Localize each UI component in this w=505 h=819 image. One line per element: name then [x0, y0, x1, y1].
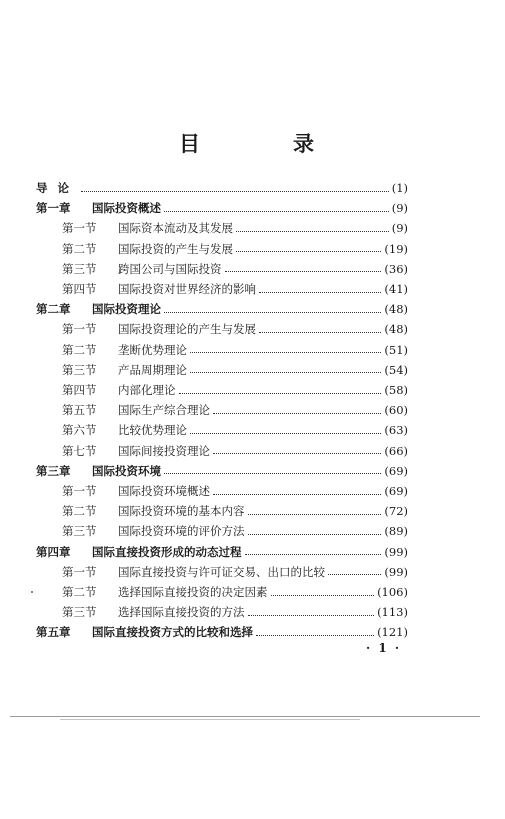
toc-entry-page: (19)	[384, 241, 408, 256]
toc-section-entry	[62, 602, 408, 622]
toc-entry-title: 国际生产综合理论	[118, 403, 210, 418]
toc-entry-number: 第二节	[62, 504, 97, 519]
scan-speck	[31, 591, 33, 593]
toc-entry-number: 第四节	[62, 383, 97, 397]
toc-entry-title: 国际直接投资形成的动态过程	[92, 544, 242, 559]
toc-section-entry	[62, 360, 408, 380]
dot-leader	[190, 352, 381, 353]
toc-entry-page: (113)	[377, 605, 408, 620]
toc-chapter-entry	[36, 178, 408, 198]
toc-entry-title: 跨国公司与国际投资	[118, 261, 222, 276]
toc-chapter-entry	[36, 622, 408, 642]
dot-leader	[213, 494, 381, 495]
toc-entry-number: 第五节	[62, 403, 97, 418]
dot-leader	[236, 251, 381, 252]
toc-entry-number: 第三节	[62, 362, 97, 377]
toc-entry-page: (48)	[384, 302, 408, 317]
toc-entry-number: 第四章	[36, 544, 71, 559]
toc-entry-number: 第一章	[36, 201, 71, 216]
dot-leader	[236, 231, 389, 232]
toc-entry-title: 国际间接投资理论	[118, 443, 210, 458]
toc-entry-page: (36)	[384, 261, 408, 276]
dot-leader	[81, 191, 389, 192]
toc-entry-title: 国际投资理论的产生与发展	[118, 322, 256, 337]
toc-entry-page: (51)	[384, 342, 408, 357]
toc-section-entry	[62, 501, 408, 521]
dot-leader	[164, 473, 381, 474]
toc-entry-page: (69)	[384, 463, 408, 478]
toc-entry-title: 国际投资的产生与发展	[118, 241, 233, 256]
toc-section-entry	[62, 218, 408, 238]
toc-entry-number: 第二章	[36, 302, 71, 317]
toc-entry-page: (60)	[384, 403, 408, 418]
dot-leader	[248, 514, 382, 515]
toc-entry-page: (106)	[377, 585, 408, 599]
toc-entry-title: 内部化理论	[118, 383, 176, 397]
dot-leader	[256, 635, 374, 636]
dot-leader	[190, 372, 381, 373]
toc-chapter-entry	[36, 461, 408, 481]
scan-edge-line	[10, 716, 480, 717]
toc-entry-number: 第三节	[62, 261, 97, 276]
toc-section-entry	[62, 582, 408, 602]
toc-entry-title: 国际投资环境	[92, 463, 161, 478]
toc-entry-page: (58)	[384, 383, 408, 397]
dot-leader	[213, 453, 381, 454]
toc-section-entry	[62, 319, 408, 339]
toc-entry-page: (72)	[384, 504, 408, 519]
toc-entry-title: 选择国际直接投资的方法	[118, 605, 245, 620]
toc-entry-number: 第一节	[62, 484, 97, 498]
toc-entry-page: (1)	[391, 181, 408, 195]
toc-entry-page: (66)	[384, 443, 408, 458]
toc-entry-number: 第七节	[62, 443, 97, 458]
toc-section-entry	[62, 521, 408, 541]
toc-entry-title: 比较优势理论	[118, 423, 187, 438]
dot-leader	[164, 211, 389, 212]
toc-section-entry	[62, 481, 408, 501]
toc-section-entry	[62, 562, 408, 582]
toc-entry-page: (63)	[384, 423, 408, 438]
toc-entry-title: 垄断优势理论	[118, 342, 187, 357]
toc-entry-page: (9)	[391, 201, 408, 216]
toc-entry-page: (54)	[384, 362, 408, 377]
toc-entry-title: 国际投资环境的评价方法	[118, 524, 245, 539]
toc-section-entry	[62, 441, 408, 461]
toc-entry-number: 第一节	[62, 564, 97, 579]
toc-entry-page: (99)	[384, 544, 408, 559]
toc-section-entry	[62, 380, 408, 400]
toc-entry-number: 第二节	[62, 241, 97, 256]
toc-entry-number: 第三章	[36, 463, 71, 478]
page-number: · 1 ·	[366, 641, 402, 655]
toc-entry-title: 国际直接投资方式的比较和选择	[92, 625, 253, 640]
toc-section-entry	[62, 400, 408, 420]
toc-section-entry	[62, 279, 408, 299]
toc-section-entry	[62, 259, 408, 279]
toc-section-entry	[62, 340, 408, 360]
dot-leader	[271, 595, 375, 596]
toc-entry-page: (9)	[391, 221, 408, 236]
toc-entry-title: 国际投资环境概述	[118, 484, 210, 498]
toc-chapter-entry	[36, 542, 408, 562]
toc-entry-number: 第六节	[62, 423, 97, 438]
toc-entry-title: 选择国际直接投资的决定因素	[118, 585, 268, 599]
toc-entry-title: 国际投资概述	[92, 201, 161, 216]
scan-edge-line	[60, 719, 360, 720]
toc-entry-title: 国际投资理论	[92, 302, 161, 317]
toc-entry-number: 第三节	[62, 605, 97, 620]
toc-entry-number: 第一节	[62, 221, 97, 236]
toc-entry-title: 国际直接投资与许可证交易、出口的比较	[118, 564, 325, 579]
toc-entry-number: 导论	[36, 181, 79, 195]
dot-leader	[213, 413, 381, 414]
toc-entry-number: 第五章	[36, 625, 71, 640]
dot-leader	[164, 312, 381, 313]
toc-entry-title: 国际投资环境的基本内容	[118, 504, 245, 519]
dot-leader	[248, 534, 382, 535]
toc-entry-page: (48)	[384, 322, 408, 337]
dot-leader	[248, 615, 375, 616]
page-title: 目 录	[179, 132, 350, 156]
toc-entry-number: 第一节	[62, 322, 97, 337]
toc-entry-title: 国际投资对世界经济的影响	[118, 282, 256, 296]
toc-entry-number: 第三节	[62, 524, 97, 539]
dot-leader	[259, 292, 381, 293]
toc-entry-number: 第四节	[62, 282, 97, 296]
toc-entry-number: 第二节	[62, 342, 97, 357]
toc-entry-page: (121)	[377, 625, 408, 640]
toc-entry-title: 产品周期理论	[118, 362, 187, 377]
toc-chapter-entry	[36, 198, 408, 218]
toc-chapter-entry	[36, 299, 408, 319]
toc-entry-title: 国际资本流动及其发展	[118, 221, 233, 236]
toc-entry-page: (69)	[384, 484, 408, 498]
toc-section-entry	[62, 239, 408, 259]
toc-entry-page: (41)	[384, 282, 408, 296]
toc-entry-number: 第二节	[62, 585, 97, 599]
dot-leader	[328, 574, 381, 575]
toc-entry-page: (99)	[384, 564, 408, 579]
toc-entry-page: (89)	[384, 524, 408, 539]
dot-leader	[259, 332, 381, 333]
dot-leader	[225, 271, 382, 272]
dot-leader	[245, 554, 382, 555]
dot-leader	[190, 433, 381, 434]
dot-leader	[179, 393, 382, 394]
toc-section-entry	[62, 420, 408, 440]
